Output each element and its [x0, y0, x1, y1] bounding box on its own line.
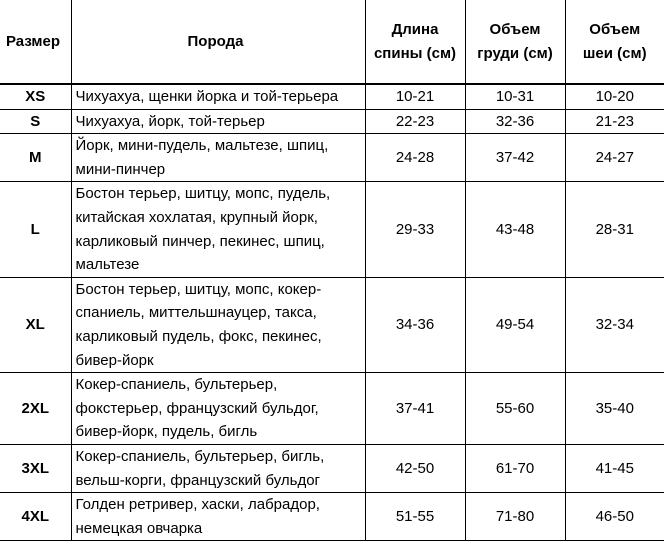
table-row: [0, 109, 664, 134]
table-row: [0, 134, 664, 182]
chest-girth-cell: 71-80: [465, 493, 565, 541]
header-back-line1: Длина: [366, 18, 465, 42]
back-length-cell: 24-28: [365, 134, 465, 182]
breed-line: Бостон терьер, шитцу, мопс, пудель,: [76, 182, 363, 206]
size-cell: S: [0, 109, 71, 134]
back-length-cell: 42-50: [365, 444, 465, 492]
header-neck-girth: [565, 0, 664, 84]
neck-girth-cell: 28-31: [565, 182, 664, 277]
table-row: [0, 182, 664, 277]
chest-girth-cell: 32-36: [465, 109, 565, 134]
header-breed: Порода: [71, 0, 365, 84]
header-neck-line1: Объем: [566, 18, 664, 42]
header-chest-line2: груди (см): [466, 42, 565, 66]
back-length-cell: 37-41: [365, 373, 465, 445]
table-row: [0, 493, 664, 541]
size-cell: XS: [0, 84, 71, 109]
neck-girth-cell: 10-20: [565, 84, 664, 109]
header-size: Размер: [0, 0, 71, 84]
breed-line: Чихуахуа, йорк, той-терьер: [76, 110, 363, 134]
breed-cell: [71, 182, 365, 277]
size-cell: XL: [0, 277, 71, 372]
header-back-length: [365, 0, 465, 84]
size-cell: L: [0, 182, 71, 277]
size-cell: 2XL: [0, 373, 71, 445]
breed-line: мальтезе: [76, 253, 363, 277]
breed-line: бивер-йорк, пудель, бигль: [76, 420, 363, 444]
breed-line: фокстерьер, французский бульдог,: [76, 397, 363, 421]
breed-line: Йорк, мини-пудель, мальтезе, шпиц,: [76, 134, 363, 158]
breed-line: Голден ретривер, хаски, лабрадор,: [76, 493, 363, 517]
breed-cell: [71, 134, 365, 182]
neck-girth-cell: 32-34: [565, 277, 664, 372]
breed-cell: [71, 109, 365, 134]
size-cell: M: [0, 134, 71, 182]
table-row: [0, 444, 664, 492]
table-row: [0, 277, 664, 372]
neck-girth-cell: 41-45: [565, 444, 664, 492]
breed-line: китайская хохлатая, крупный йорк,: [76, 206, 363, 230]
chest-girth-cell: 55-60: [465, 373, 565, 445]
breed-line: Бостон терьер, шитцу, мопс, кокер-: [76, 278, 363, 302]
breed-line: мини-пинчер: [76, 158, 363, 182]
back-length-cell: 22-23: [365, 109, 465, 134]
neck-girth-cell: 46-50: [565, 493, 664, 541]
breed-cell: [71, 277, 365, 372]
header-chest-line1: Объем: [466, 18, 565, 42]
size-cell: 4XL: [0, 493, 71, 541]
back-length-cell: 10-21: [365, 84, 465, 109]
chest-girth-cell: 10-31: [465, 84, 565, 109]
chest-girth-cell: 61-70: [465, 444, 565, 492]
neck-girth-cell: 21-23: [565, 109, 664, 134]
breed-cell: [71, 493, 365, 541]
back-length-cell: 29-33: [365, 182, 465, 277]
chest-girth-cell: 37-42: [465, 134, 565, 182]
table-body: [0, 84, 664, 541]
header-row: [0, 0, 664, 84]
breed-line: Кокер-спаниель, бультерьер, бигль,: [76, 445, 363, 469]
breed-line: Чихуахуа, щенки йорка и той-терьера: [76, 85, 363, 109]
breed-line: вельш-корги, французский бульдог: [76, 469, 363, 493]
breed-line: карликовый пудель, фокс, пекинес,: [76, 325, 363, 349]
header-chest-girth: [465, 0, 565, 84]
breed-line: бивер-йорк: [76, 349, 363, 373]
breed-line: Кокер-спаниель, бультерьер,: [76, 373, 363, 397]
size-cell: 3XL: [0, 444, 71, 492]
table-row: [0, 84, 664, 109]
breed-cell: [71, 444, 365, 492]
breed-line: спаниель, миттельшнауцер, такса,: [76, 301, 363, 325]
back-length-cell: 51-55: [365, 493, 465, 541]
breed-cell: [71, 373, 365, 445]
header-back-line2: спины (см): [366, 42, 465, 66]
neck-girth-cell: 35-40: [565, 373, 664, 445]
chest-girth-cell: 49-54: [465, 277, 565, 372]
neck-girth-cell: 24-27: [565, 134, 664, 182]
breed-cell: [71, 84, 365, 109]
header-neck-line2: шеи (см): [566, 42, 664, 66]
breed-line: немецкая овчарка: [76, 517, 363, 541]
breed-line: карликовый пинчер, пекинес, шпиц,: [76, 230, 363, 254]
chest-girth-cell: 43-48: [465, 182, 565, 277]
table-row: [0, 373, 664, 445]
back-length-cell: 34-36: [365, 277, 465, 372]
